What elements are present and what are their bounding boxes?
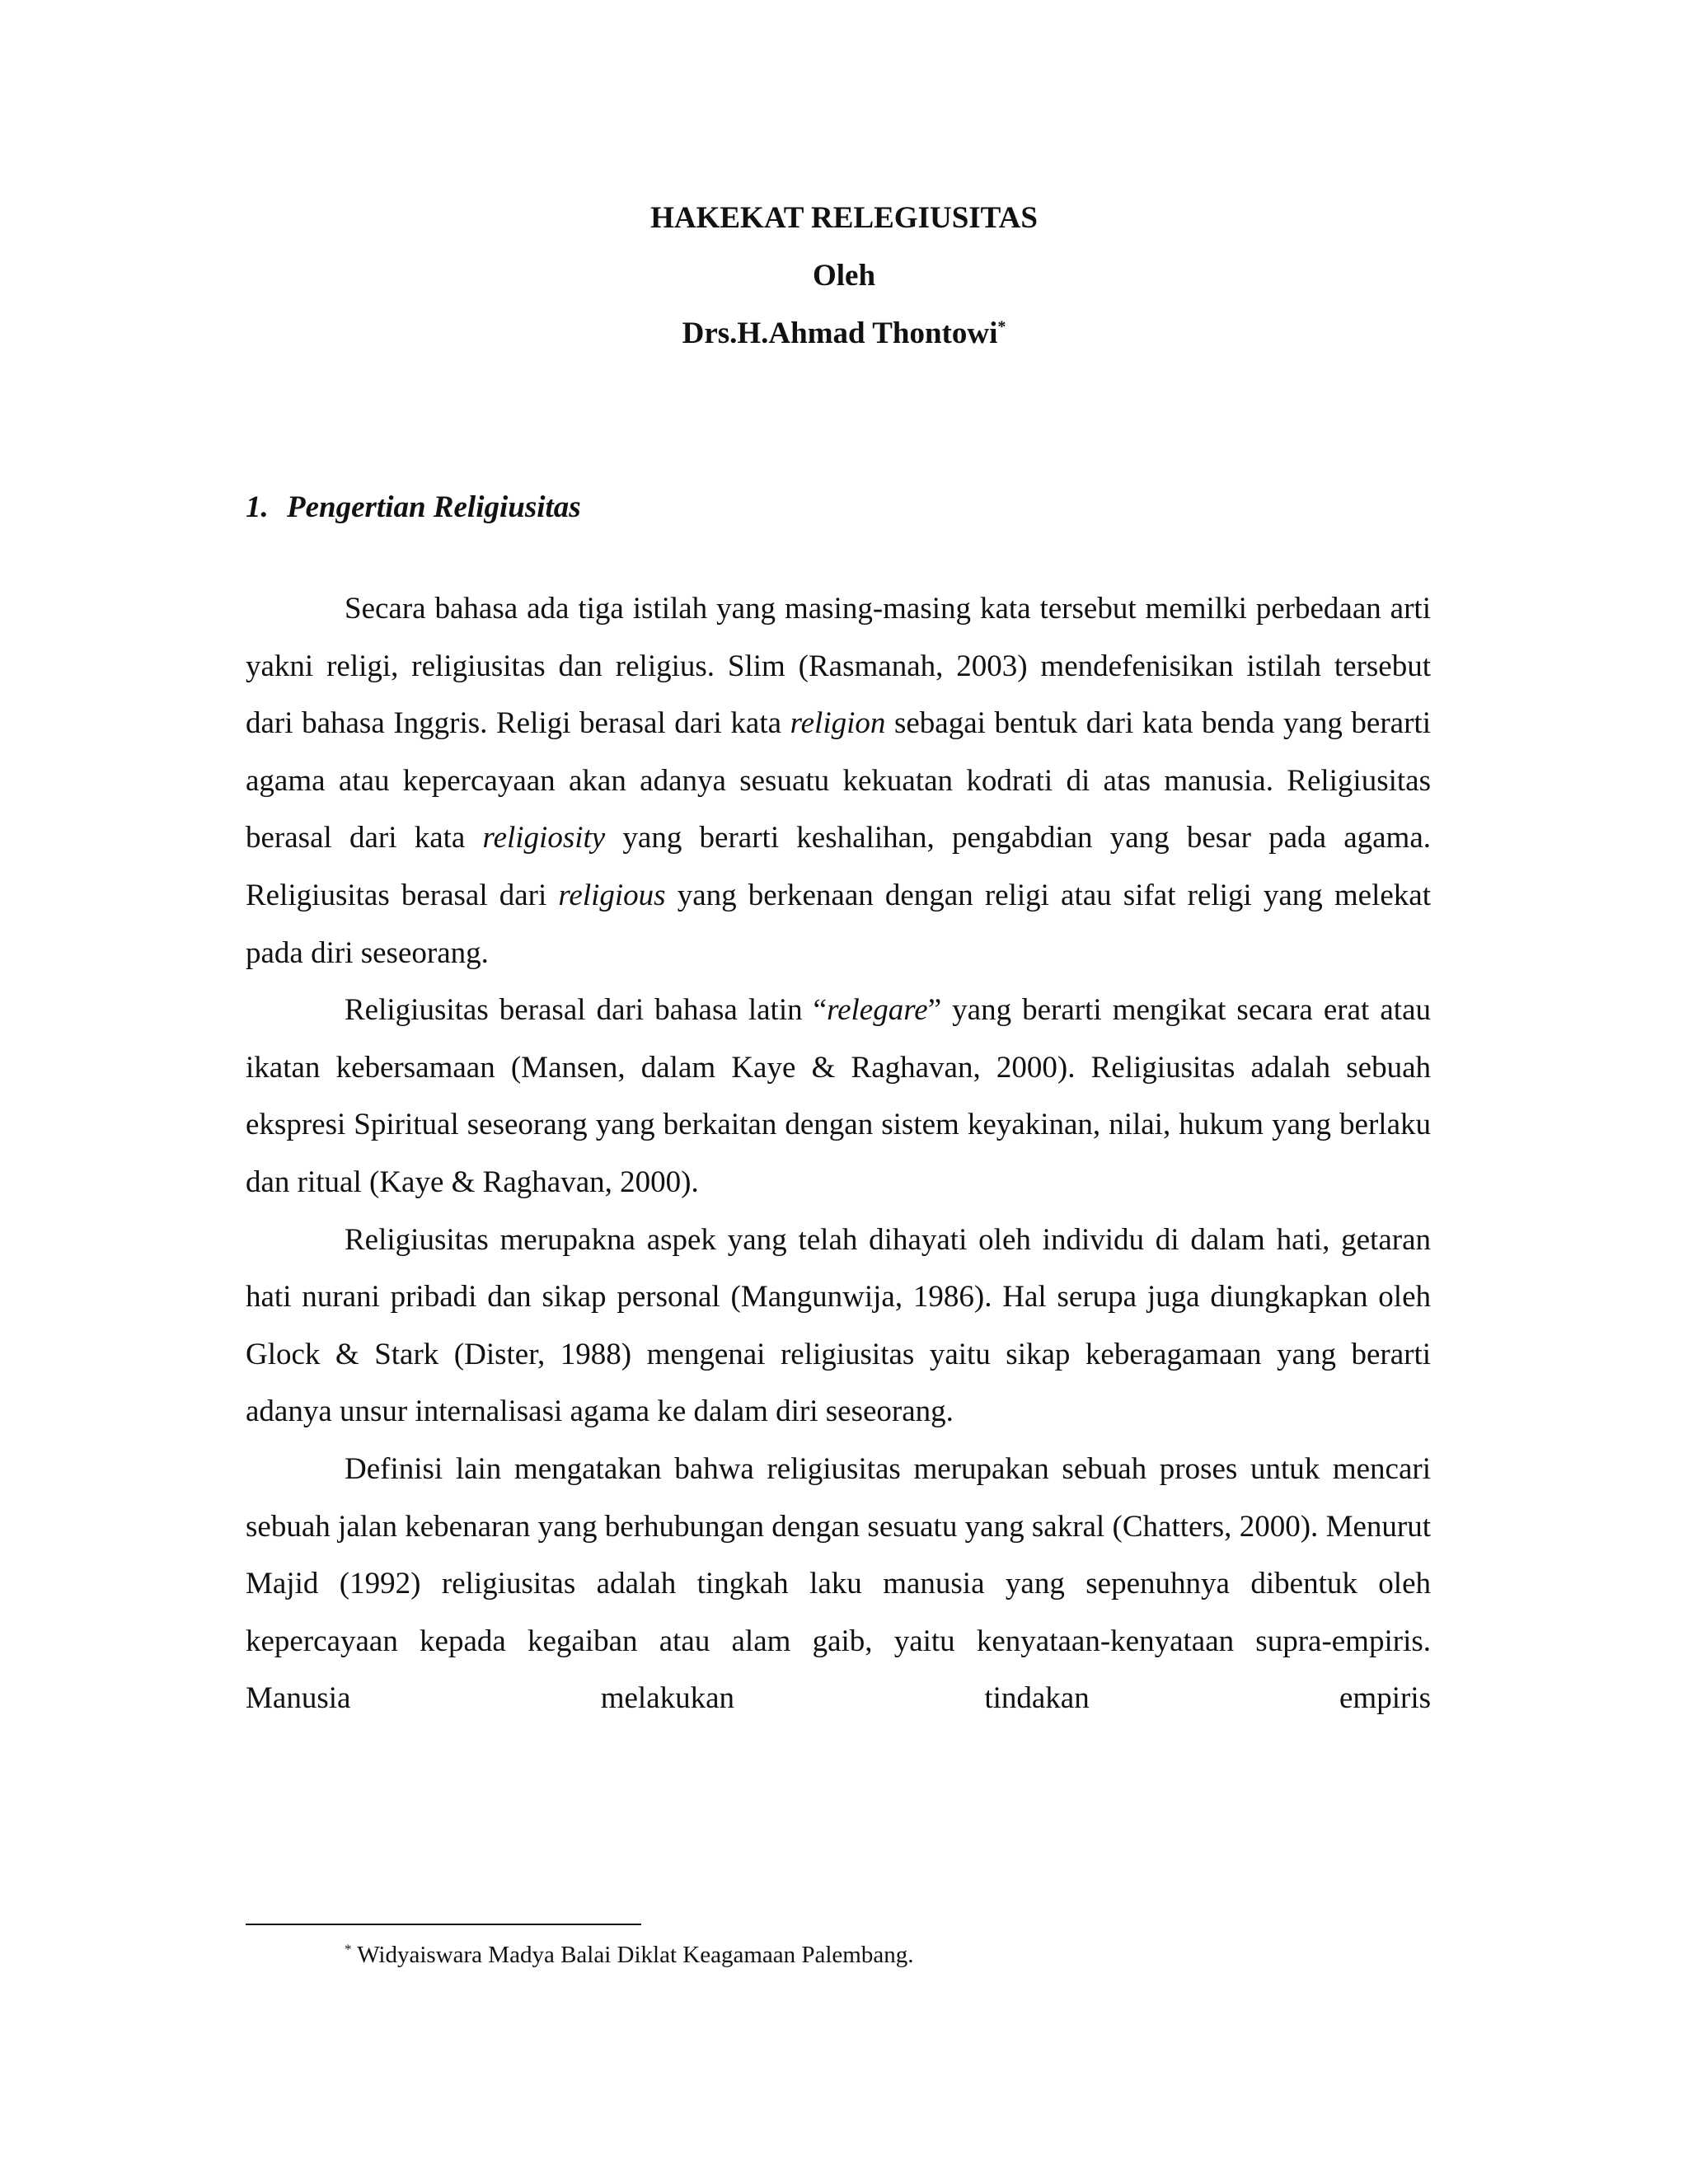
by-label: Oleh: [812, 259, 876, 293]
footnote: [345, 1938, 913, 1971]
paragraph-1-part-b: sebagai bentuk dari kata benda yang berarti agama atau kepercayaan akan adanya sesuatu kekuatan kodrati di atas manusia. Religiusitas berasal dari kata: [246, 706, 1431, 855]
title-block: [0, 190, 1688, 363]
term-relegare: relegare: [827, 993, 928, 1028]
paragraph-1-part-a: Secara bahasa ada tiga istilah yang masing-masing kata tersebut memilki perbedaan arti yakni religi, religiusitas dan religius. Slim (Rasmanah, 2003) mendefenisikan istilah tersebut dari bahasa Inggris. Religi berasal dari kata: [246, 592, 1431, 741]
paragraph-1: [246, 580, 1431, 982]
term-religiosity: religiosity: [482, 821, 606, 855]
footnote-divider: [246, 1924, 641, 1925]
section-heading: [246, 488, 581, 527]
footnote-text: Widyaiswara Madya Balai Diklat Keagamaan Palembang.: [351, 1942, 914, 1968]
section-number: 1.: [246, 490, 269, 524]
author-footnote-mark: *: [997, 317, 1006, 336]
body-text: [246, 580, 1431, 1727]
paragraph-4: Definisi lain mengatakan bahwa religiusitas merupakan sebuah proses untuk mencari sebuah jalan kebenaran yang berhubungan dengan sesuatu yang sakral (Chatters, 2000). Menurut Majid (1992) religiusitas adalah tingkah laku manusia yang sepenuhnya dibentuk oleh kepercayaan kepada kegaiban atau alam gaib, yaitu kenyataan-kenyataan supra-empiris. Manusia melakukan tindakan empiris: [246, 1451, 1431, 1716]
term-religion: religion: [790, 706, 886, 741]
author-line: [0, 305, 1688, 363]
paragraph-2: [246, 982, 1431, 1211]
paragraph-3: Religiusitas merupakna aspek yang telah dihayati oleh individu di dalam hati, getaran hati nurani pribadi dan sikap personal (Mangunwija, 1986). Hal serupa juga diungkapkan oleh Glock & Stark (Dister, 1988) mengenai religiusitas yaitu sikap keberagamaan yang berarti adanya unsur internalisasi agama ke dalam diri seseorang.: [246, 1222, 1431, 1429]
term-religious: religious: [558, 878, 666, 912]
author-name: Drs.H.Ahmad Thontowi: [682, 316, 998, 350]
paragraph-1-part-d: yang berkenaan dengan religi atau sifat religi yang melekat pada diri seseorang.: [246, 878, 1431, 970]
paragraph-1-part-c: yang berarti keshalihan, pengabdian yang besar pada agama. Religiusitas berasal dari: [246, 821, 1431, 912]
section-title: Pengertian Religiusitas: [287, 490, 581, 524]
document-title: HAKEKAT RELEGIUSITAS: [650, 201, 1038, 235]
paragraph-2-part-b: ” yang berarti mengikat secara erat atau ikatan kebersamaan (Mansen, dalam Kaye & Raghavan, 2000). Religiusitas adalah sebuah ekspresi Spiritual seseorang yang berkaitan dengan sistem keyakinan, nilai, hukum yang berlaku dan ritual (Kaye & Raghavan, 2000).: [246, 993, 1431, 1199]
paragraph-2-part-a: Religiusitas berasal dari bahasa latin “: [345, 993, 828, 1028]
footnote-mark: *: [345, 1941, 352, 1957]
